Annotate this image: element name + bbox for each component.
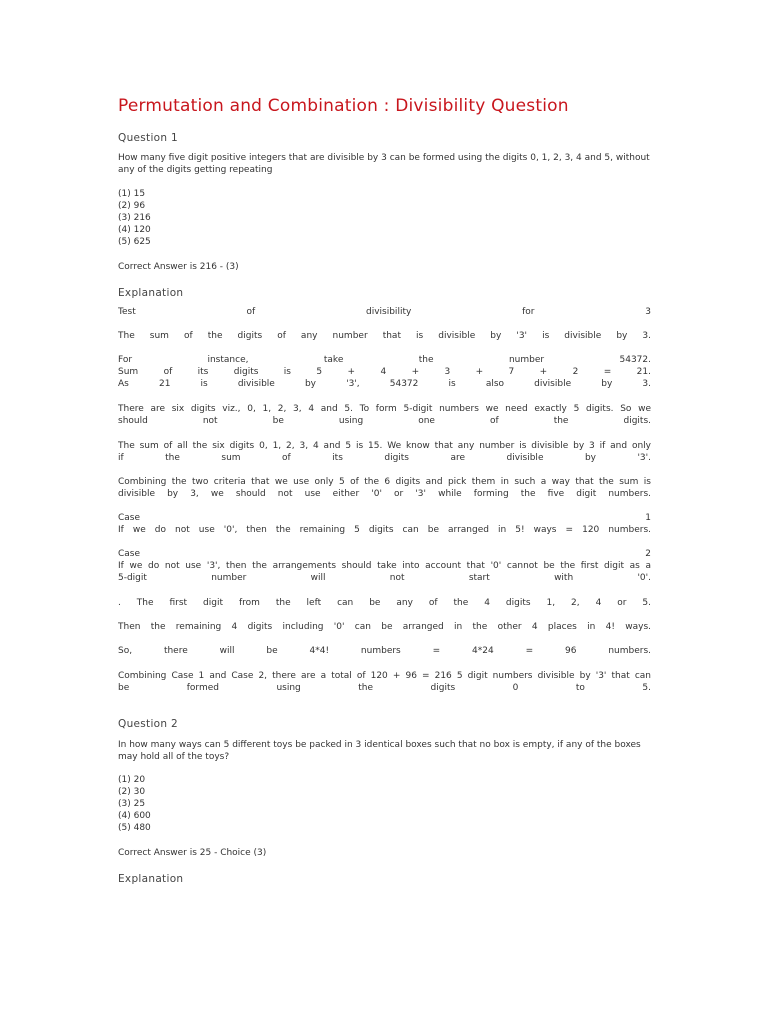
question-1-option: (4) 120 [118, 225, 151, 235]
explanation-line: Combining Case 1 and Case 2, there are a total of 120 + 96 = 216 5 digit numbers divisible by '3' that can [118, 671, 651, 681]
question-2-option: (4) 600 [118, 811, 151, 821]
question-2-option: (5) 480 [118, 823, 151, 833]
question-1-text: How many five digit positive integers that are divisible by 3 can be formed using the digits 0, 1, 2, 3, 4 and 5, without any of the digits getting repeating [118, 153, 650, 175]
explanation-line: Case 2 [118, 549, 651, 559]
explanation-line: If we do not use '3', then the arrangements should take into account that '0' cannot be the first digit as a [118, 561, 651, 571]
question-1-answer: Correct Answer is 216 - (3) [118, 262, 239, 272]
question-1-option: (2) 96 [118, 201, 146, 211]
explanation-line: Then the remaining 4 digits including '0' can be arranged in the other 4 places in 4! ways. [118, 622, 651, 632]
question-2-option: (2) 30 [118, 787, 146, 797]
question-1-option: (5) 625 [118, 237, 151, 247]
explanation-line: The sum of all the six digits 0, 1, 2, 3, 4 and 5 is 15. We know that any number is divisible by 3 if and only [118, 441, 651, 451]
question-1-explanation-heading: Explanation [118, 287, 184, 299]
question-2-text: In how many ways can 5 different toys be packed in 3 identical boxes such that no box is empty, if any of the boxes may hold all of the toys? [118, 740, 641, 762]
question-2-heading: Question 2 [118, 718, 178, 730]
question-2-option: (3) 25 [118, 799, 146, 809]
explanation-line: So, there will be 4*4! numbers = 4*24 = 96 numbers. [118, 646, 651, 656]
explanation-line: Case 1 [118, 513, 651, 523]
explanation-line: if the sum of its digits are divisible by '3'. [118, 453, 651, 463]
explanation-line: be formed using the digits 0 to 5. [118, 683, 651, 693]
question-1-option: (3) 216 [118, 213, 151, 223]
explanation-line: As 21 is divisible by '3', 54372 is also divisible by 3. [118, 379, 651, 389]
explanation-line: should not be using one of the digits. [118, 416, 651, 426]
question-2-option: (1) 20 [118, 775, 146, 785]
question-2-explanation-heading: Explanation [118, 873, 184, 885]
explanation-line: If we do not use '0', then the remaining 5 digits can be arranged in 5! ways = 120 numbers. [118, 525, 651, 535]
explanation-line: Sum of its digits is 5 + 4 + 3 + 7 + 2 = 21. [118, 367, 651, 377]
question-2-answer: Correct Answer is 25 - Choice (3) [118, 848, 267, 858]
explanation-line: Test of divisibility for 3 [118, 307, 651, 317]
explanation-line: Combining the two criteria that we use only 5 of the 6 digits and pick them in such a way that the sum is [118, 477, 651, 487]
question-1-option: (1) 15 [118, 189, 146, 199]
explanation-line: For instance, take the number 54372. [118, 355, 651, 365]
question-1-heading: Question 1 [118, 132, 178, 144]
explanation-line: 5-digit number will not start with '0'. [118, 573, 651, 583]
explanation-line: divisible by 3, we should not use either '0' or '3' while forming the five digit numbers. [118, 489, 651, 499]
page-title: Permutation and Combination : Divisibility Question [118, 96, 569, 116]
explanation-line: The sum of the digits of any number that is divisible by '3' is divisible by 3. [118, 331, 651, 341]
explanation-line: . The first digit from the left can be any of the 4 digits 1, 2, 4 or 5. [118, 598, 651, 608]
explanation-line: There are six digits viz., 0, 1, 2, 3, 4 and 5. To form 5-digit numbers we need exactly 5 digits. So we [118, 404, 651, 414]
